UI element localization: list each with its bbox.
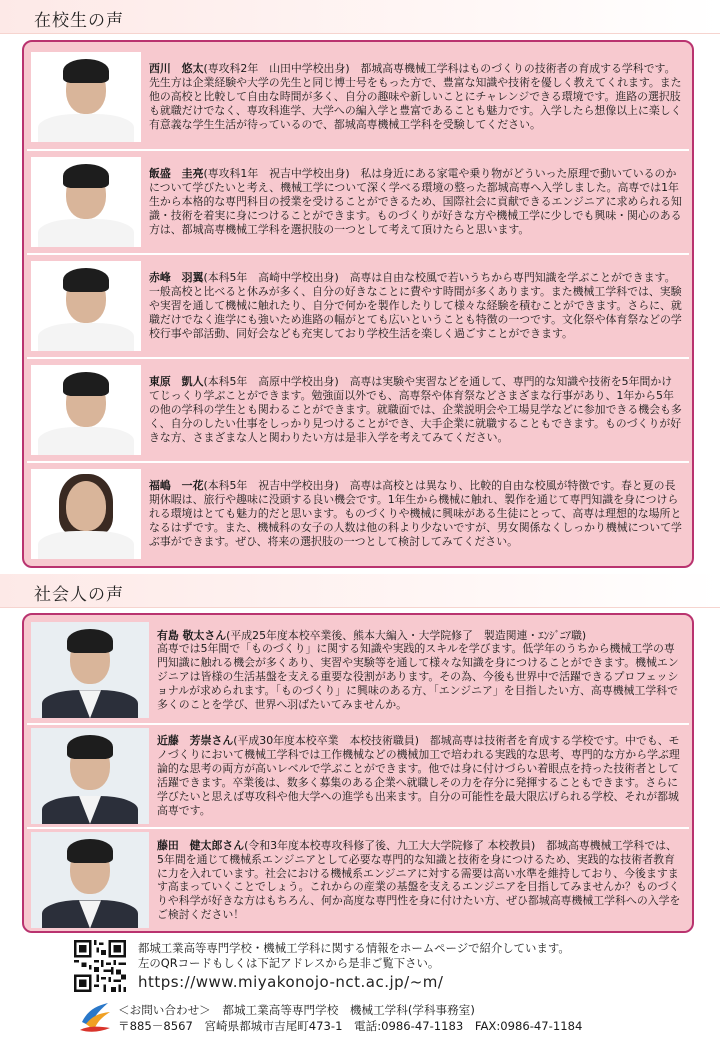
qr-code-icon[interactable] bbox=[74, 940, 126, 992]
alumni-photo bbox=[31, 622, 149, 718]
alumni-comment: 高専では5年間で「ものづくり」に関する知識や実践的スキルを学びます。低学年のうちから機械工学の専門知識に触れる機会が多くあり、実習や実験等を通して様々な知識を身につけることができます。機械エンジニアは皆様の生活基盤を支える重要な役割があります。その為、今後も世界中で活躍できるプロフェッショナルが求められます。「ものづくり」に興味のある方、「エンジニア」を目指したい方、高専機械工学科で多くのことを学び、世界へ羽ばたいてみませんか。 bbox=[157, 642, 679, 712]
alumni-photo bbox=[31, 832, 149, 928]
student-comment: 私は身近にある家電や乗り物がどういった原理で動いているのかについて学びたいと考え、機械工学について深く学べる環境の整った都城高専へ入学しました。高専では1年生から本格的な専門科目の授業を受けることができるため、国際社会に貢献できるエンジニアに求められる知識・技術を着実に身につけることができます。ものづくりが好きな方や機械工学に少しでも興味・関心のある方は、都城高専機械工学科を選択肢の一つとして考えて頂けたらと思います。 bbox=[149, 167, 682, 236]
student-text bbox=[149, 375, 689, 445]
students-panel bbox=[22, 40, 694, 568]
student-name: 赤峰 羽翼 bbox=[149, 271, 204, 285]
student-name: 飯盛 圭亮 bbox=[149, 167, 204, 181]
student-text bbox=[149, 62, 689, 132]
student-name: 西川 悠太 bbox=[149, 62, 204, 76]
alumni-affiliation: (平成30年度本校卒業 本校技術職員) bbox=[233, 734, 419, 748]
alumni-name: 有島 敬太さん bbox=[157, 628, 227, 642]
student-comment: 高専は実験や実習などを通して、専門的な知識や技術を5年間かけてじっくり学ぶことができます。勉強面以外でも、高専祭や体育祭などさまざまな行事があり、1年から5年の他の学科の学生とも関わることができます。就職面では、企業説明会や工場見学などに参加できる機会も多く、自分のしたい仕事をしっかり見つけることができ、大手企業に就職することもできます。ものづくりが好きな方、さまざまな人と関わりたい方は是非入学を考えてみてください。 bbox=[149, 375, 682, 444]
website-link[interactable]: https://www.miyakonojo-nct.ac.jp/~m/ bbox=[138, 973, 444, 991]
alumni-section-header bbox=[0, 574, 720, 608]
student-entry bbox=[27, 149, 689, 253]
student-photo bbox=[31, 469, 141, 559]
student-entry bbox=[27, 253, 689, 357]
alumni-entry bbox=[27, 827, 689, 932]
school-logo-icon bbox=[78, 1000, 112, 1034]
student-photo bbox=[31, 157, 141, 247]
student-affiliation: (本科5年 祝吉中学校出身) bbox=[203, 479, 339, 493]
alumni-comment: 都城高専は技術者を育成する学校です。中でも、モノづくりにおいて機械工学科では工作機械などの機械加工で培われる実践的な思考、専門的な方から学ぶ理論的な思考の両方が高いレベルで学ぶことができます。他では身に付けづらい着眼点を持った技術者として活躍できます。卒業後は、数多く募集のある企業へ就職しその力を存分に発揮することもできます。さらに学びたいと思えば専攻科や他大学への進学も出来ます。自分の可能性を最大限広げられる学校、それが都城高専です。 bbox=[157, 734, 680, 817]
student-affiliation: (本科5年 高崎中学校出身) bbox=[203, 271, 339, 285]
student-affiliation: (本科5年 高原中学校出身) bbox=[203, 375, 339, 389]
student-text bbox=[149, 479, 689, 549]
student-entry bbox=[27, 357, 689, 461]
footer-info-line1: 都城工業高等専門学校・機械工学科に関する情報をホームページで紹介しています。 bbox=[138, 941, 570, 955]
alumni-entry bbox=[27, 723, 689, 828]
students-section-title: 在校生の声 bbox=[34, 11, 124, 31]
alumni-section-title: 社会人の声 bbox=[34, 585, 124, 605]
contact-address-phone: 〒885－8567 宮崎県都城市吉尾町473-1 電話:0986-47-1183 FAX:0986-47-1184 bbox=[118, 1019, 583, 1033]
student-affiliation: (専攻科2年 山田中学校出身) bbox=[203, 62, 350, 76]
student-affiliation: (専攻科1年 祝吉中学校出身) bbox=[203, 167, 350, 181]
student-photo bbox=[31, 261, 141, 351]
contact-info bbox=[118, 1002, 582, 1034]
contact-line1: ＜お問い合わせ＞ 都城工業高等専門学校 機械工学科(学科事務室) bbox=[118, 1003, 475, 1017]
alumni-text bbox=[157, 839, 689, 922]
student-text bbox=[149, 167, 689, 237]
student-comment: 高専は自由な校風で若いうちから専門知識を学ぶことができます。一般高校と比べると休みが多く、自分の好きなことに費やす時間が多くあります。また機械工学科では、実験や実習を通して機械に触れたり、自分で何かを製作したりして様々な経験を積むことができます。さらに、就職だけでなく進学にも強いため進路の幅がとても広いということも特徴の一つです。文化祭や体育祭などの学校行事や部活動、同好会なども充実しており学校生活を楽しく過ごすことができます。 bbox=[149, 271, 682, 340]
alumni-name: 藤田 健太郎さん bbox=[157, 838, 245, 852]
alumni-panel bbox=[22, 613, 694, 933]
student-photo bbox=[31, 365, 141, 455]
alumni-text bbox=[157, 629, 689, 712]
student-name: 東原 凱人 bbox=[149, 375, 204, 389]
student-text bbox=[149, 271, 689, 341]
student-name: 福嶋 一花 bbox=[149, 479, 204, 493]
alumni-text bbox=[157, 734, 689, 817]
student-photo bbox=[31, 52, 141, 142]
footer-info-line2: 左のQRコードもしくは下記アドレスから是非ご覧下さい。 bbox=[138, 956, 440, 970]
alumni-affiliation: (平成25年度本校卒業後、熊本大編入・大学院修了 製造関連・ｴﾝｼﾞﾆｱ職) bbox=[226, 628, 587, 642]
student-entry bbox=[27, 45, 689, 149]
footer-info-text bbox=[138, 941, 570, 971]
student-comment: 高専は高校とは異なり、比較的自由な校風が特徴です。春と夏の長期休暇は、旅行や趣味に没頭する良い機会です。1年生から機械に触れ、製作を通じて専門知識を身につけられる環境はとても魅力的だと思います。ものづくりや機械に興味がある生徒にとって、高専は理想的な場所となるはずです。また、機械科の女子の人数は他の科より少ないですが、男女関係なくしっかり機械について学ぶ事ができます。ぜひ、将来の選択肢の一つとして検討してみてください。 bbox=[149, 479, 682, 548]
alumni-photo bbox=[31, 728, 149, 824]
alumni-comment: 都城高専機械工学科では、5年間を通じて機械系エンジニアとして必要な専門的な知識と技術を身につけるため、実践的な技術者教育に力を入れています。社会における機械系エンジニアに対する需要は高い水準を維持しており、今後ますます高まっていくことでしょう。これからの産業の基盤を支えるエンジニアを目指してみませんか？ものづくりや科学が好きな方はもちろん、何か高度な専門性を身に付けたい方、ぜひ都城高専機械工学科への入学をご検討ください！ bbox=[157, 838, 681, 922]
alumni-affiliation: (令和3年度本校専攻科修了後、九工大大学院修了 本校教員) bbox=[244, 838, 536, 852]
students-section-header bbox=[0, 0, 720, 34]
student-entry bbox=[27, 461, 689, 565]
alumni-name: 近藤 芳崇さん bbox=[157, 734, 234, 748]
alumni-entry bbox=[27, 618, 689, 723]
student-comment: 都城高専機械工学科はものづくりの技術者の育成する学科です。先生方は企業経験や大学の先生と同じ博士号をもった方で、豊富な知識や技術を優しく教えてくれます。また他の高校と比較して自由な時間が多く、自分の趣味や新しいことにチャレンジできる環境です。進路の選択肢も就職だけでなく、専攻科進学、大学への編入学と豊富であることも魅力です。入学したら想像以上に楽しく有意義な学生生活が待っているので、都城高専機械工学科を受験してください。 bbox=[149, 62, 682, 131]
